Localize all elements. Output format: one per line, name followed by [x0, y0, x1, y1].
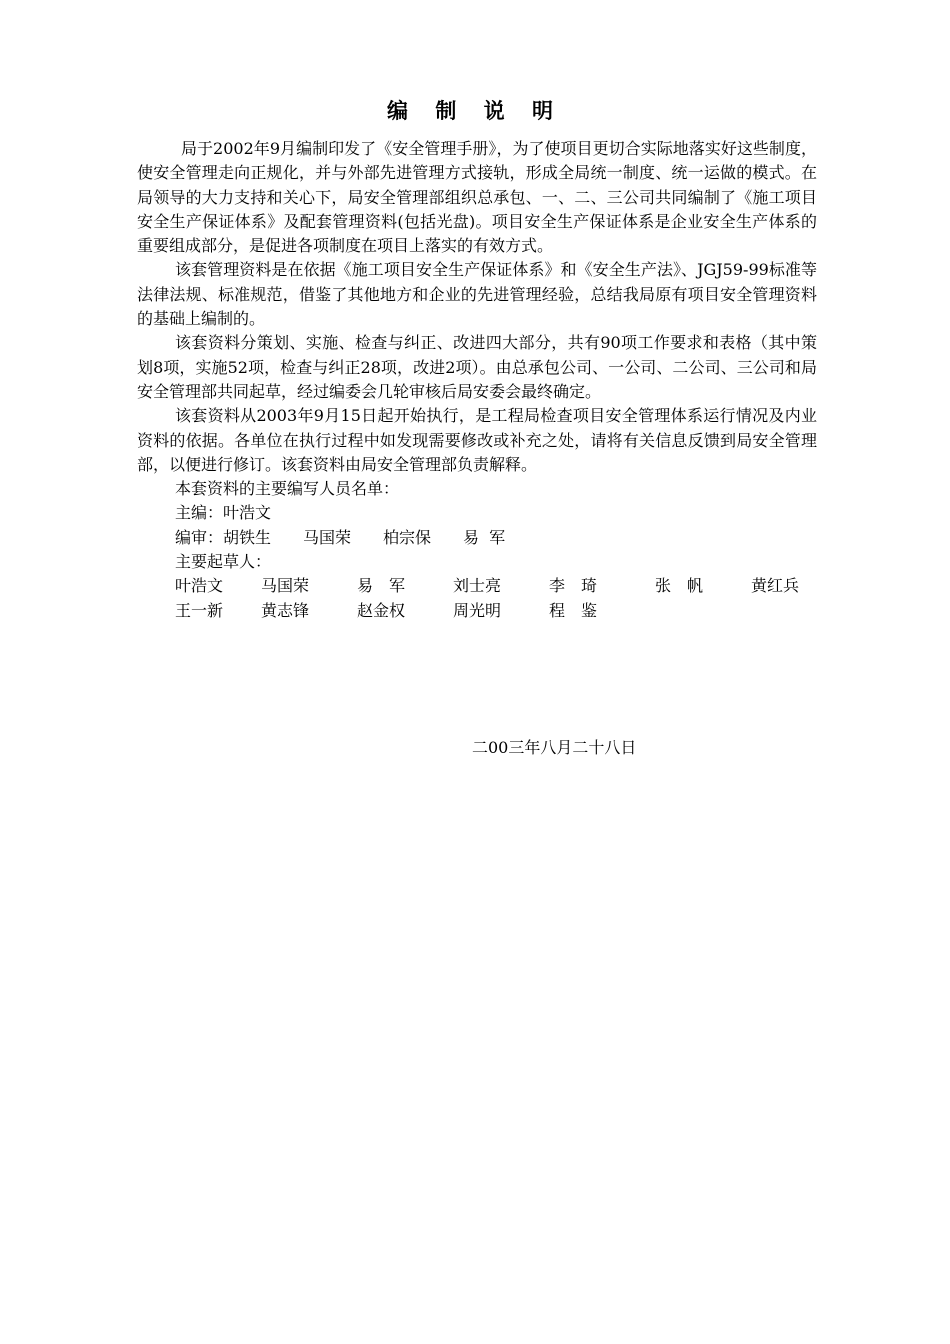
paragraph: 该套资料从2003年9月15日起开始执行，是工程局检查项目安全管理体系运行情况及内业资料的依据。各单位在执行过程中如发现需要修改或补充之处，请将有关信息反馈到局安全管理部，以便进行修订。该套资料由局安全管理部负责解释。 [137, 406, 817, 474]
drafter-name: 程 鉴 [549, 600, 598, 620]
drafter-name: 刘士亮 [453, 576, 502, 596]
drafter-name: 黄志锋 [261, 600, 310, 620]
drafters-label: 主要起草人： [175, 552, 272, 572]
document-date: 二00三年八月二十八日 [472, 738, 637, 757]
paragraph: 该套管理资料是在依据《施工项目安全生产保证体系》和《安全生产法》、JGJ59-99标准等法律法规、标准规范，借鉴了其他地方和企业的先进管理经验，总结我局原有项目安全管理资料的基础上编制的。 [137, 260, 817, 329]
drafter-name: 马国荣 [261, 576, 310, 596]
drafters-row [137, 599, 817, 623]
reviewers: 编审：胡铁生 马国荣 柏宗保 易 军 [175, 527, 506, 547]
paragraph: 该套资料分策划、实施、检查与纠正、改进四大部分，共有90项工作要求和表格（其中策划8项，实施52项，检查与纠正28项，改进2项）。由总承包公司、一公司、二公司、三公司和局安全管理部共同起草，经过编委会几轮审核后局安委会最终确定。 [137, 333, 817, 401]
drafter-name: 黄红兵 [751, 576, 800, 596]
authors-intro: 本套资料的主要编写人员名单： [175, 479, 400, 499]
drafters-row [137, 574, 817, 598]
document-body [137, 137, 817, 623]
drafter-name: 周光明 [453, 600, 502, 620]
drafter-name: 易 军 [357, 576, 406, 596]
drafter-name: 李 琦 [549, 576, 598, 596]
drafter-name: 赵金权 [357, 600, 406, 620]
document-title: 编 制 说 明 [387, 99, 563, 123]
drafter-name: 张 帆 [655, 576, 704, 596]
drafter-name: 王一新 [175, 600, 224, 620]
paragraph: 局于2002年9月编制印发了《安全管理手册》，为了使项目更切合实际地落实好这些制度，使安全管理走向正规化，并与外部先进管理方式接轨，形成全局统一制度、统一运做的模式。在局领导的大力支持和关心下，局安全管理部组织总承包、一、二、三公司共同编制了《施工项目安全生产保证体系》及配套管理资料(包括光盘)。项目安全生产保证体系是企业安全生产体系的重要组成部分，是促进各项制度在项目上落实的有效方式。 [137, 139, 817, 256]
drafter-name: 叶浩文 [175, 576, 224, 596]
chief-editor: 主编：叶浩文 [175, 503, 272, 523]
